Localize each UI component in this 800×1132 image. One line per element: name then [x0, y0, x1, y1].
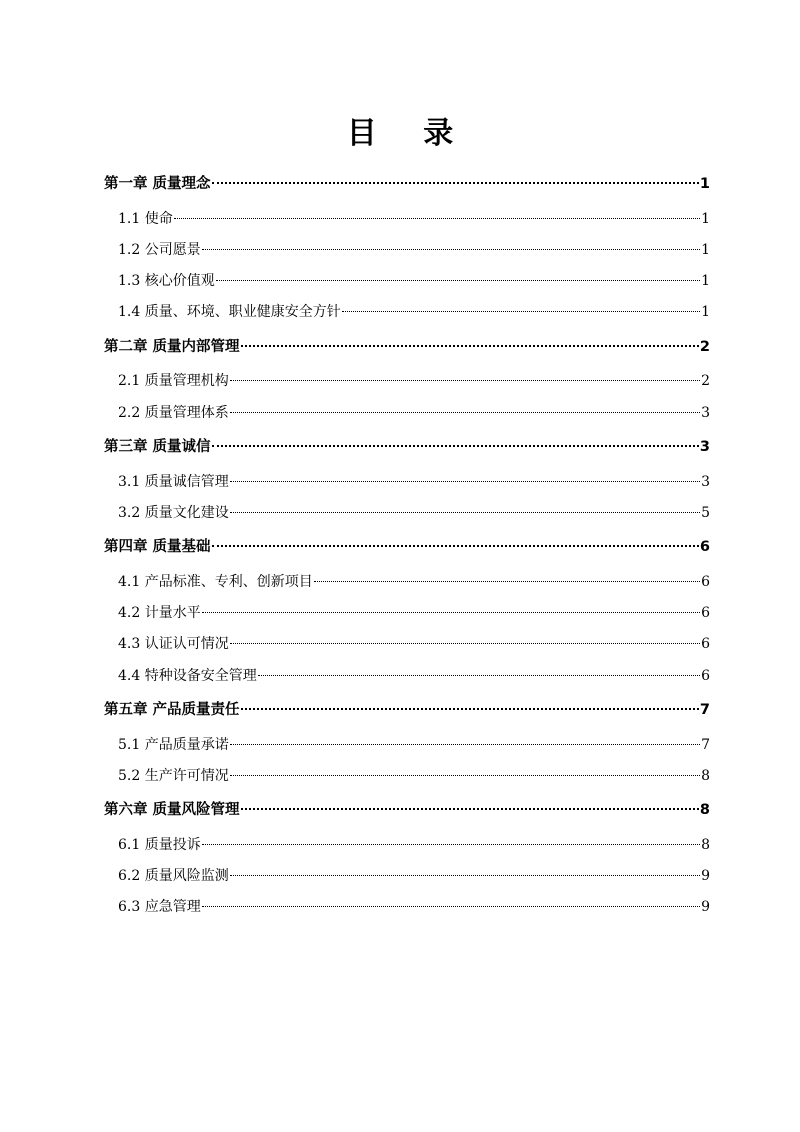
dot-leader — [230, 775, 700, 776]
dot-leader — [230, 412, 700, 413]
toc-entry-title: 4.1 产品标准、专利、创新项目 — [118, 573, 313, 590]
toc-section-entry[interactable] — [104, 892, 710, 923]
toc-chapter-entry[interactable] — [104, 329, 710, 367]
dot-leader — [230, 875, 700, 876]
toc-entry-title: 5.2 生产许可情况 — [118, 767, 229, 784]
toc-page-number: 6 — [701, 636, 710, 653]
toc-page-number: 1 — [701, 241, 710, 258]
toc-page-number: 3 — [699, 438, 710, 455]
dot-leader — [314, 581, 700, 582]
toc-entry-title: 4.2 计量水平 — [118, 605, 201, 622]
toc-page-number: 6 — [701, 667, 710, 684]
toc-entry-title: 4.3 认证认可情况 — [118, 636, 229, 653]
toc-entry-title: 第二章 质量内部管理 — [104, 338, 240, 355]
dot-leader — [241, 345, 699, 347]
toc-section-entry[interactable] — [104, 498, 710, 529]
toc-section-entry[interactable] — [104, 398, 710, 429]
toc-page-number: 1 — [701, 210, 710, 227]
toc-section-entry[interactable] — [104, 830, 710, 861]
toc-page-number: 7 — [701, 736, 710, 753]
table-of-contents — [104, 166, 710, 924]
dot-leader — [230, 643, 700, 644]
toc-page-number: 3 — [701, 404, 710, 421]
toc-chapter-entry[interactable] — [104, 529, 710, 567]
toc-chapter-entry[interactable] — [104, 429, 710, 467]
toc-entry-title: 1.2 公司愿景 — [118, 241, 201, 258]
toc-entry-title: 3.2 质量文化建设 — [118, 504, 229, 521]
toc-section-entry[interactable] — [104, 266, 710, 297]
toc-page-number: 6 — [701, 573, 710, 590]
toc-entry-title: 3.1 质量诚信管理 — [118, 473, 229, 490]
toc-section-entry[interactable] — [104, 861, 710, 892]
dot-leader — [212, 545, 699, 547]
toc-section-entry[interactable] — [104, 761, 710, 792]
toc-page-number: 3 — [701, 473, 710, 490]
toc-page-number: 7 — [699, 701, 710, 718]
toc-page-number: 8 — [701, 836, 710, 853]
dot-leader — [241, 808, 699, 810]
dot-leader — [216, 280, 700, 281]
toc-entry-title: 1.4 质量、环境、职业健康安全方针 — [118, 304, 341, 321]
toc-section-entry[interactable] — [104, 629, 710, 660]
dot-leader — [230, 380, 700, 381]
toc-entry-title: 1.1 使命 — [118, 210, 173, 227]
toc-entry-title: 2.2 质量管理体系 — [118, 404, 229, 421]
toc-entry-title: 6.1 质量投诉 — [118, 836, 201, 853]
dot-leader — [202, 906, 700, 907]
toc-section-entry[interactable] — [104, 730, 710, 761]
dot-leader — [212, 182, 699, 184]
dot-leader — [230, 481, 700, 482]
dot-leader — [230, 744, 700, 745]
toc-page-number: 1 — [699, 176, 710, 192]
toc-page-number: 2 — [699, 338, 710, 355]
toc-section-entry[interactable] — [104, 297, 710, 328]
toc-chapter-entry[interactable] — [104, 166, 710, 204]
toc-section-entry[interactable] — [104, 661, 710, 692]
toc-page-number: 6 — [699, 539, 710, 556]
toc-page-number: 8 — [699, 802, 710, 819]
toc-entry-title: 第一章 质量理念 — [104, 176, 211, 192]
page-title: 目 录 — [346, 116, 472, 152]
dot-leader — [342, 311, 700, 312]
toc-entry-title: 第六章 质量风险管理 — [104, 802, 240, 819]
toc-chapter-entry[interactable] — [104, 792, 710, 830]
toc-page-number: 9 — [701, 899, 710, 916]
toc-section-entry[interactable] — [104, 567, 710, 598]
toc-entry-title: 第四章 质量基础 — [104, 539, 211, 556]
toc-entry-title: 6.2 质量风险监测 — [118, 868, 229, 885]
dot-leader — [202, 612, 700, 613]
toc-page-number: 6 — [701, 605, 710, 622]
dot-leader — [174, 218, 700, 219]
toc-entry-title: 第五章 产品质量责任 — [104, 701, 240, 718]
toc-page-number: 9 — [701, 868, 710, 885]
toc-page-number: 1 — [701, 273, 710, 290]
toc-section-entry[interactable] — [104, 366, 710, 397]
dot-leader — [230, 512, 700, 513]
toc-section-entry[interactable] — [104, 598, 710, 629]
dot-leader — [258, 675, 700, 676]
toc-section-entry[interactable] — [104, 235, 710, 266]
toc-page-number: 1 — [701, 304, 710, 321]
dot-leader — [241, 708, 699, 710]
dot-leader — [212, 445, 699, 447]
toc-page-number: 8 — [701, 767, 710, 784]
toc-chapter-entry[interactable] — [104, 692, 710, 730]
toc-entry-title: 1.3 核心价值观 — [118, 273, 215, 290]
toc-entry-title: 6.3 应急管理 — [118, 899, 201, 916]
toc-entry-title: 4.4 特种设备安全管理 — [118, 667, 257, 684]
toc-section-entry[interactable] — [104, 467, 710, 498]
toc-entry-title: 2.1 质量管理机构 — [118, 373, 229, 390]
toc-page-number: 2 — [701, 373, 710, 390]
toc-entry-title: 第三章 质量诚信 — [104, 438, 211, 455]
toc-entry-title: 5.1 产品质量承诺 — [118, 736, 229, 753]
dot-leader — [202, 249, 700, 250]
toc-page-number: 5 — [701, 504, 710, 521]
dot-leader — [202, 844, 700, 845]
toc-section-entry[interactable] — [104, 204, 710, 235]
